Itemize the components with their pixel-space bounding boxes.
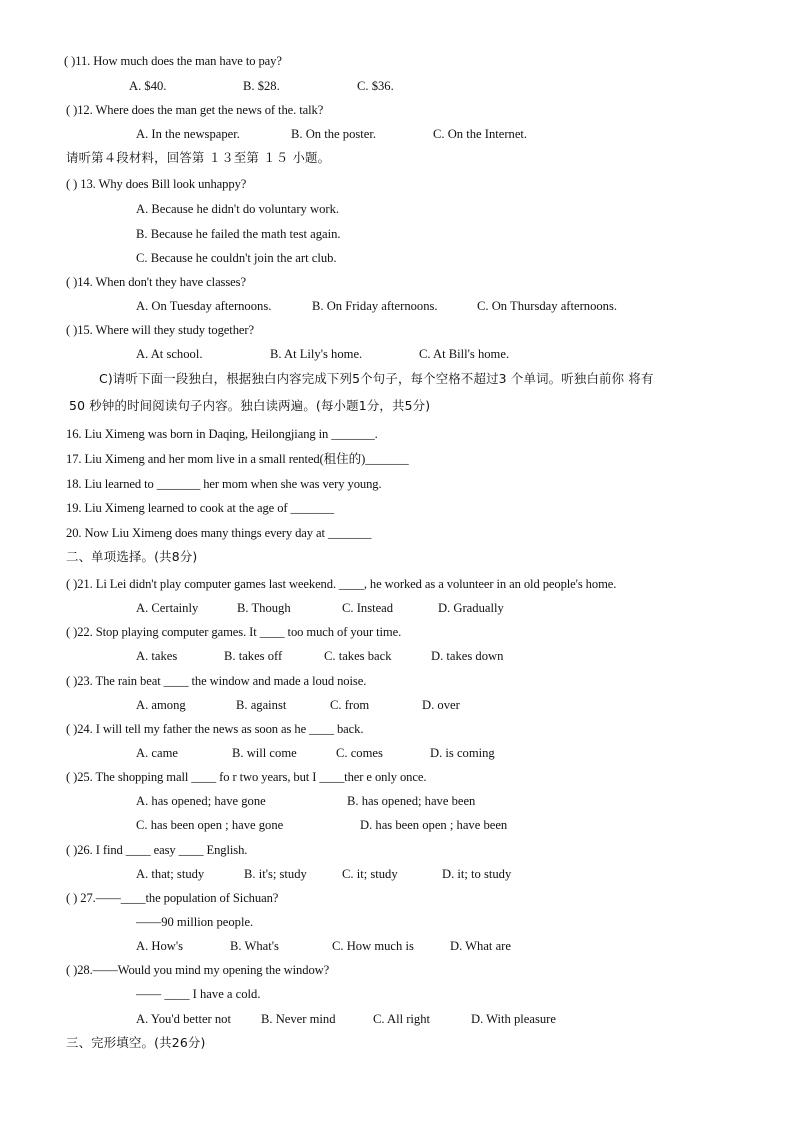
fill-blank-18: 18. Liu learned to _______ her mom when she was very young.	[66, 477, 382, 491]
section-4-heading: 请听第４段材料，回答第 １３至第 １５ 小题。	[66, 150, 331, 165]
question-21-option-c: C. Instead	[342, 601, 394, 615]
part-c-instructions-line-1: C)请听下面一段独白，根据独白内容完成下列5个句子，每个空格不超过3 个单词。听独白前你 将有	[99, 371, 654, 386]
question-28-option-c: C. All right	[373, 1012, 431, 1026]
question-15-option-c: C. At Bill's home.	[419, 347, 510, 361]
question-26-option-d: D. it; to study	[442, 867, 512, 881]
question-27-option-b: B. What's	[230, 939, 279, 953]
question-27-stem: ( ) 27.——____the population of Sichuan?	[66, 891, 279, 905]
question-22-option-a: A. takes	[136, 649, 178, 663]
question-22-stem: ( )22. Stop playing computer games. It ____ too much of your time.	[66, 625, 402, 639]
question-21-option-d: D. Gradually	[438, 601, 504, 615]
question-14-option-b: B. On Friday afternoons.	[312, 299, 438, 313]
question-14-stem: ( )14. When don't they have classes?	[66, 275, 246, 289]
question-22-option-d: D. takes down	[431, 649, 504, 663]
question-15-stem: ( )15. Where will they study together?	[66, 323, 254, 337]
question-11-option-a: A. $40.	[129, 79, 167, 93]
question-28-stem: ( )28.——Would you mind my opening the window?	[66, 963, 330, 977]
question-22-option-b: B. takes off	[224, 649, 283, 663]
question-11-stem: ( )11. How much does the man have to pay?	[64, 54, 282, 68]
question-15-option-b: B. At Lily's home.	[270, 347, 363, 361]
question-26-option-a: A. that; study	[136, 867, 205, 881]
question-23-stem: ( )23. The rain beat ____ the window and made a loud noise.	[66, 674, 367, 688]
question-24-option-c: C. comes	[336, 746, 383, 760]
question-14-option-a: A. On Tuesday afternoons.	[136, 299, 272, 313]
question-26-option-c: C. it; study	[342, 867, 398, 881]
question-11-option-b: B. $28.	[243, 79, 280, 93]
question-26-option-b: B. it's; study	[244, 867, 307, 881]
question-28-option-d: D. With pleasure	[471, 1012, 556, 1026]
question-12-option-a: A. In the newspaper.	[136, 127, 240, 141]
question-13-option-b: B. Because he failed the math test again.	[136, 227, 341, 241]
question-23-option-a: A. among	[136, 698, 186, 712]
question-21-option-a: A. Certainly	[136, 601, 199, 615]
part-c-instructions-line-2: 50 秒钟的时间阅读句子内容。独白读两遍。(每小题1分，共5分)	[69, 398, 431, 413]
question-13-stem: ( ) 13. Why does Bill look unhappy?	[66, 177, 247, 191]
question-24-option-b: B. will come	[232, 746, 297, 760]
question-25-option-c: C. has been open ; have gone	[136, 818, 284, 832]
question-27-option-d: D. What are	[450, 939, 511, 953]
question-12-option-c: C. On the Internet.	[433, 127, 528, 141]
section-3-heading: 三、完形填空。(共26分)	[66, 1035, 206, 1050]
question-27-answer: ——90 million people.	[136, 915, 254, 929]
question-25-option-b: B. has opened; have been	[347, 794, 476, 808]
question-26-stem: ( )26. I find ____ easy ____ English.	[66, 843, 248, 857]
question-12-option-b: B. On the poster.	[291, 127, 377, 141]
question-23-option-d: D. over	[422, 698, 460, 712]
question-14-option-c: C. On Thursday afternoons.	[477, 299, 618, 313]
fill-blank-19: 19. Liu Ximeng learned to cook at the age of _______	[66, 501, 334, 515]
fill-blank-20: 20. Now Liu Ximeng does many things every day at _______	[66, 526, 372, 540]
question-12-stem: ( )12. Where does the man get the news of the. talk?	[66, 103, 324, 117]
fill-blank-17: 17. Liu Ximeng and her mom live in a small rented(租住的)_______	[66, 452, 409, 466]
question-24-option-a: A. came	[136, 746, 178, 760]
question-13-option-a: A. Because he didn't do voluntary work.	[136, 202, 340, 216]
question-28-answer: —— ____ I have a cold.	[136, 987, 261, 1001]
question-28-option-a: A. You'd better not	[136, 1012, 231, 1026]
question-15-option-a: A. At school.	[136, 347, 203, 361]
question-25-option-d: D. has been open ; have been	[360, 818, 508, 832]
question-21-option-b: B. Though	[237, 601, 291, 615]
question-23-option-c: C. from	[330, 698, 370, 712]
section-2-heading: 二、单项选择。(共8分)	[66, 549, 198, 564]
question-28-option-b: B. Never mind	[261, 1012, 336, 1026]
question-24-stem: ( )24. I will tell my father the news as soon as he ____ back.	[66, 722, 364, 736]
question-13-option-c: C. Because he couldn't join the art club.	[136, 251, 337, 265]
question-11-option-c: C. $36.	[357, 79, 394, 93]
question-21-stem: ( )21. Li Lei didn't play computer games last weekend. ____, he worked as a volunteer in an old people's home.	[66, 577, 617, 591]
question-27-option-c: C. How much is	[332, 939, 414, 953]
question-24-option-d: D. is coming	[430, 746, 495, 760]
question-27-option-a: A. How's	[136, 939, 184, 953]
question-25-option-a: A. has opened; have gone	[136, 794, 266, 808]
question-25-stem: ( )25. The shopping mall ____ fo r two years, but I ____ther e only once.	[66, 770, 427, 784]
question-22-option-c: C. takes back	[324, 649, 392, 663]
fill-blank-16: 16. Liu Ximeng was born in Daqing, Heilongjiang in _______.	[66, 427, 378, 441]
question-23-option-b: B. against	[236, 698, 287, 712]
